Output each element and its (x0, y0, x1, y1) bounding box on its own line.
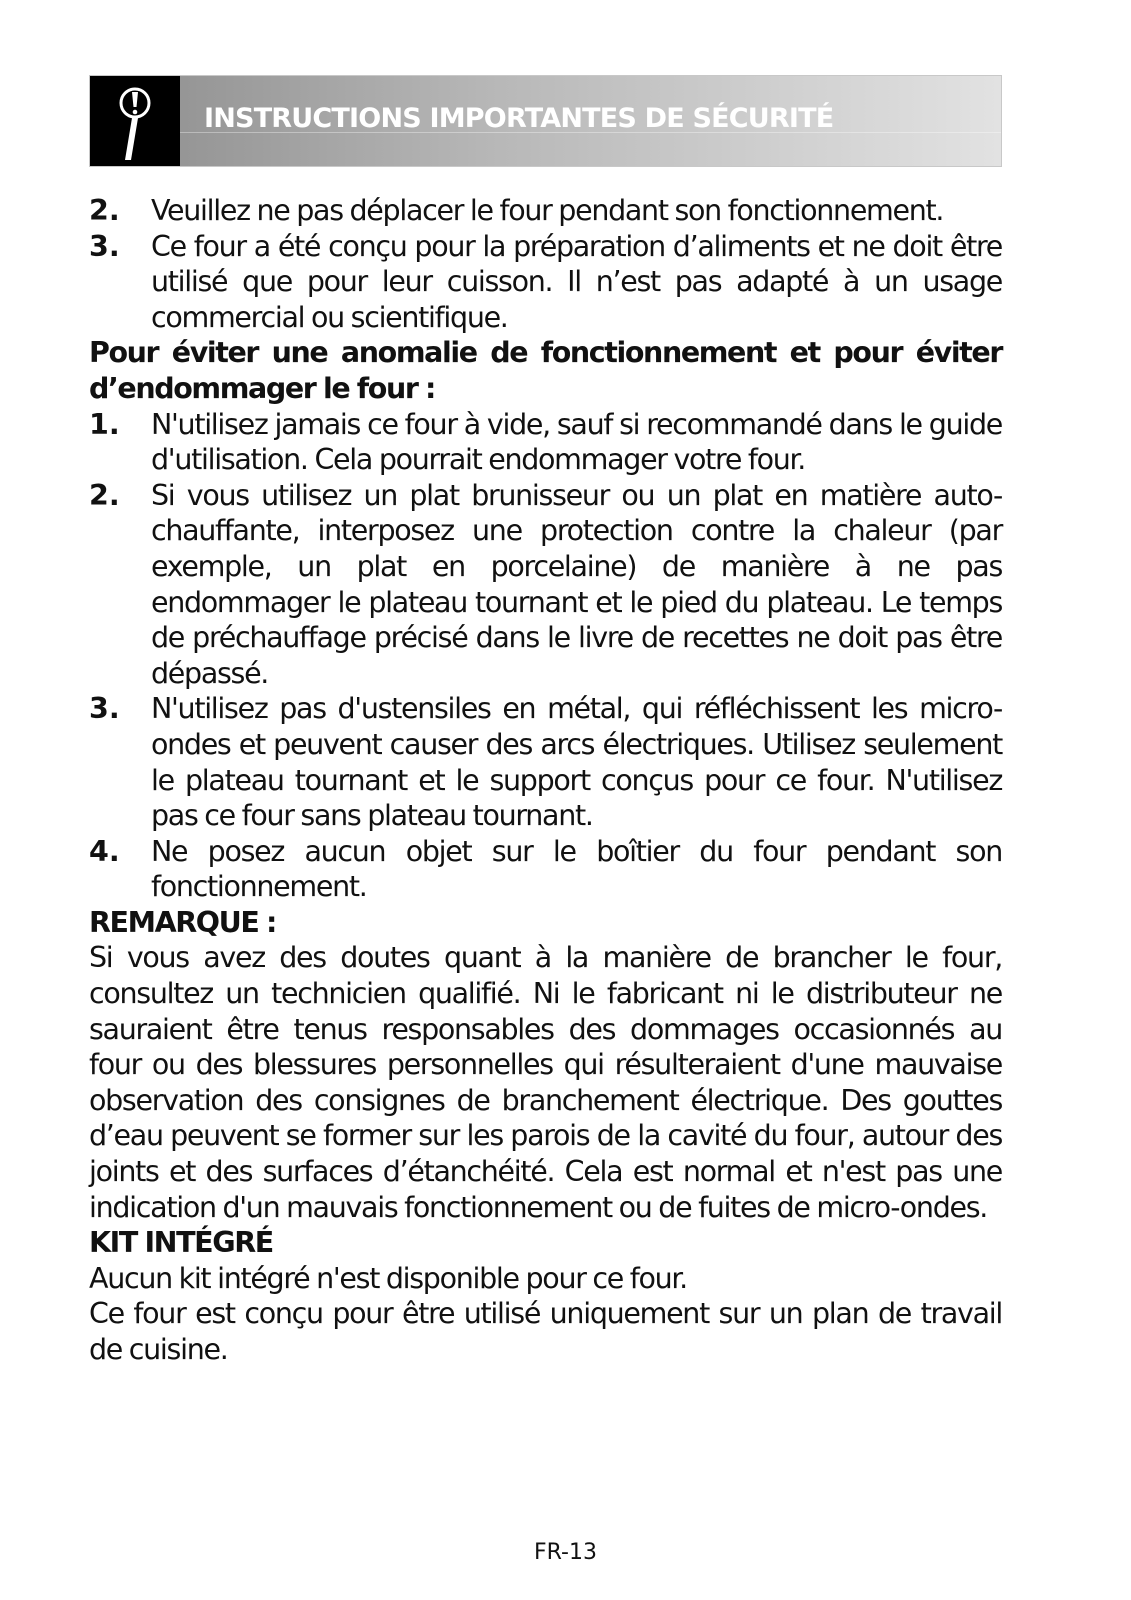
header-icon-box (90, 76, 180, 166)
item-number: 3. (89, 229, 120, 263)
page-number: FR-13 (534, 1540, 597, 1565)
section-header (89, 75, 1002, 167)
item-number: 1. (89, 407, 120, 441)
item-text: Ce four a été conçu pour la préparation d’aliments et ne doit être utilisé que pour leur cuisson. Il n’est pas adapté à un usage commercial ou scientifique. (151, 229, 1002, 334)
item-number: 3. (89, 692, 120, 726)
list-item (89, 407, 1002, 478)
list-item (89, 193, 1002, 229)
item-text: N'utilisez pas d'ustensiles en métal, qui réfléchissent les micro-ondes et peuvent causer des arcs électriques. Utilisez seulement le plateau tournant et le support conçus pour ce four. N'utilisez pas ce four sans plateau tournant. (151, 692, 1002, 833)
remarque-heading: REMARQUE : (89, 905, 276, 939)
item-text: Ne posez aucun objet sur le boîtier du four pendant son fonctionnement. (151, 834, 1002, 904)
damage-section-heading: Pour éviter une anomalie de fonctionnement et pour éviter d’endommager le four : (89, 336, 1002, 405)
item-number: 2. (89, 478, 120, 512)
item-text: N'utilisez jamais ce four à vide, sauf si recommandé dans le guide d'utilisation. Cela pourrait endommager votre four. (151, 407, 1002, 477)
item-text: Si vous utilisez un plat brunisseur ou un plat en matière auto-chauffante, interposez une protection contre la chaleur (par exemple, un plat en porcelaine) de manière à ne pas endommager le plateau tournant et le pied du plateau. Le temps de préchauffage précisé dans le livre de recettes ne doit pas être dépassé. (151, 478, 1002, 690)
main-content (89, 193, 1002, 1368)
item-number: 2. (89, 194, 120, 227)
list-item (89, 478, 1002, 692)
list-item (89, 229, 1002, 336)
item-number: 4. (89, 834, 120, 868)
item-text: Veuillez ne pas déplacer le four pendant son fonctionnement. (151, 194, 944, 227)
page-title: INSTRUCTIONS IMPORTANTES DE SÉCURITÉ (204, 103, 834, 134)
list-item (89, 691, 1002, 833)
kit-text-line-2: Ce four est conçu pour être utilisé uniquement sur un plan de travail de cuisine. (89, 1297, 1002, 1366)
list-item (89, 834, 1002, 905)
remarque-text: Si vous avez des doutes quant à la manière de brancher le four, consultez un technicien qualifié. Ni le fabricant ni le distributeur ne sauraient être tenus responsables des dommages occasionnés au four ou des blessures personnelles qui résulteraient d'une mauvaise observation des consignes de branchement électrique. Des gouttes d’eau peuvent se former sur les parois de la cavité du four, autour des joints et des surfaces d’étanchéité. Cela est normal et n'est pas une indication d'un mauvais fonctionnement ou de fuites de micro-ondes. (89, 941, 1002, 1224)
kit-text-line-1: Aucun kit intégré n'est disponible pour ce four. (89, 1261, 687, 1295)
kit-heading: KIT INTÉGRÉ (89, 1226, 273, 1260)
magnifier-exclamation-icon (115, 82, 155, 162)
